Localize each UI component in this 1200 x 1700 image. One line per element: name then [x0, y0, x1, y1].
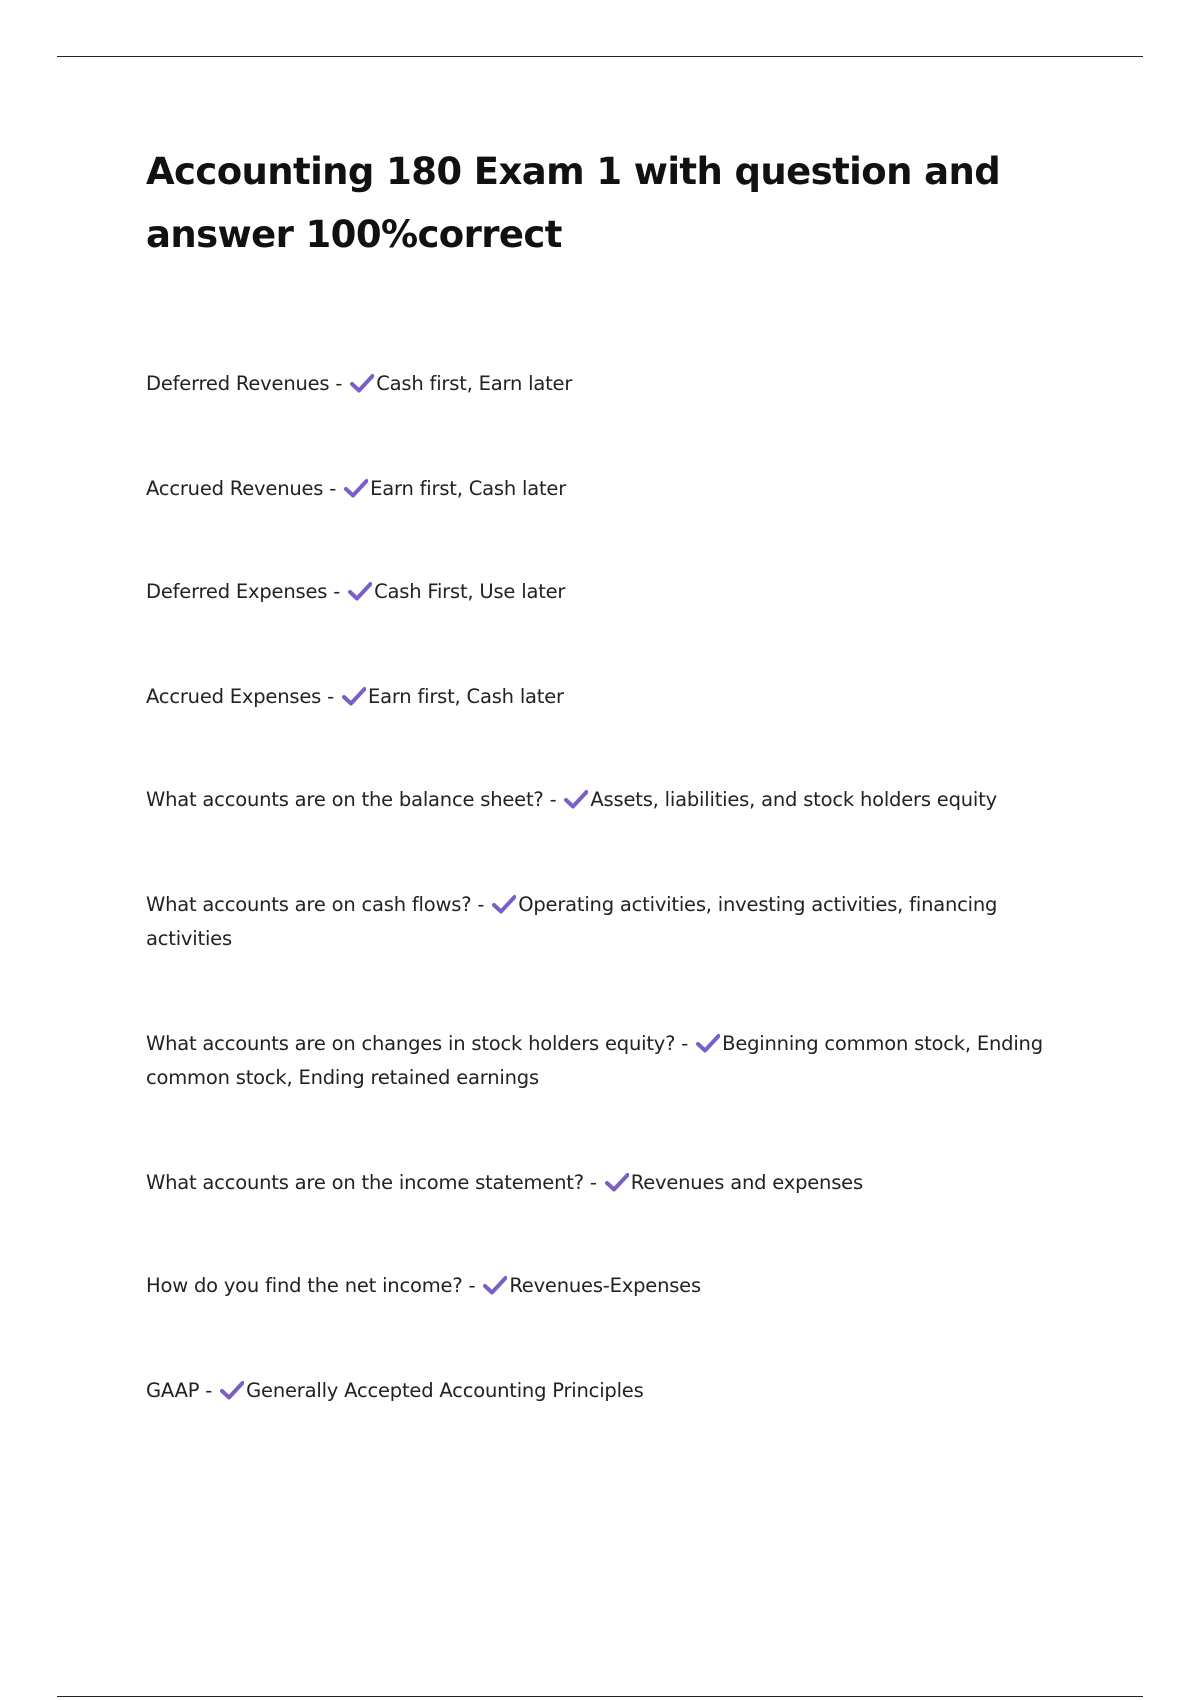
- qa-item: [146, 472, 1076, 506]
- top-divider: [57, 56, 1143, 57]
- question-text: Deferred Revenues: [146, 372, 330, 395]
- checkmark-icon: [350, 373, 374, 393]
- checkmark-icon: [348, 581, 372, 601]
- answer-text: Assets, liabilities, and stock holders equity: [590, 788, 997, 811]
- answer-text: Beginning common stock, Ending common stock, Ending retained earnings: [146, 1032, 1043, 1089]
- qa-item: [146, 1166, 1076, 1200]
- separator: -: [329, 372, 349, 395]
- separator: -: [471, 893, 491, 916]
- question-text: What accounts are on the balance sheet?: [146, 788, 544, 811]
- answer-text: Operating activities, investing activities, financing activities: [146, 893, 998, 950]
- question-text: What accounts are on cash flows?: [146, 893, 472, 916]
- separator: -: [321, 685, 340, 708]
- separator: -: [462, 1274, 482, 1297]
- question-text: What accounts are on changes in stock holders equity?: [146, 1032, 676, 1055]
- qa-item: [146, 1374, 1076, 1408]
- qa-item: [146, 367, 1076, 401]
- answer-text: Generally Accepted Accounting Principles: [246, 1379, 644, 1402]
- separator: -: [583, 1171, 603, 1194]
- answer-text: Earn first, Cash later: [370, 477, 567, 500]
- answer-text: Cash first, Earn later: [376, 372, 573, 395]
- answer-text: Revenues and expenses: [630, 1171, 863, 1194]
- answer-text: Revenues-Expenses: [509, 1274, 701, 1297]
- checkmark-icon: [564, 789, 588, 809]
- qa-item: [146, 680, 1076, 714]
- question-text: Accrued Revenues: [146, 477, 324, 500]
- bottom-divider: [57, 1696, 1143, 1697]
- question-text: What accounts are on the income statement?: [146, 1171, 584, 1194]
- separator: -: [675, 1032, 695, 1055]
- checkmark-icon: [605, 1172, 629, 1192]
- qa-item: [146, 783, 1076, 817]
- answer-text: Earn first, Cash later: [367, 685, 564, 708]
- checkmark-icon: [696, 1033, 720, 1053]
- separator: -: [543, 788, 563, 811]
- question-text: Accrued Expenses: [146, 685, 322, 708]
- checkmark-icon: [220, 1380, 244, 1400]
- checkmark-icon: [492, 894, 516, 914]
- answer-text: Cash First, Use later: [374, 580, 566, 603]
- checkmark-icon: [483, 1275, 507, 1295]
- separator: -: [199, 1379, 219, 1402]
- qa-item: [146, 1027, 1076, 1095]
- question-text: How do you find the net income?: [146, 1274, 463, 1297]
- separator: -: [327, 580, 347, 603]
- qa-item: [146, 1269, 1076, 1303]
- qa-item: [146, 888, 1076, 956]
- question-text: Deferred Expenses: [146, 580, 328, 603]
- qa-item: [146, 575, 1076, 609]
- checkmark-icon: [342, 686, 366, 706]
- question-text: GAAP: [146, 1379, 200, 1402]
- document-title: Accounting 180 Exam 1 with question and answer 100%correct: [146, 150, 1001, 256]
- separator: -: [323, 477, 343, 500]
- checkmark-icon: [344, 478, 368, 498]
